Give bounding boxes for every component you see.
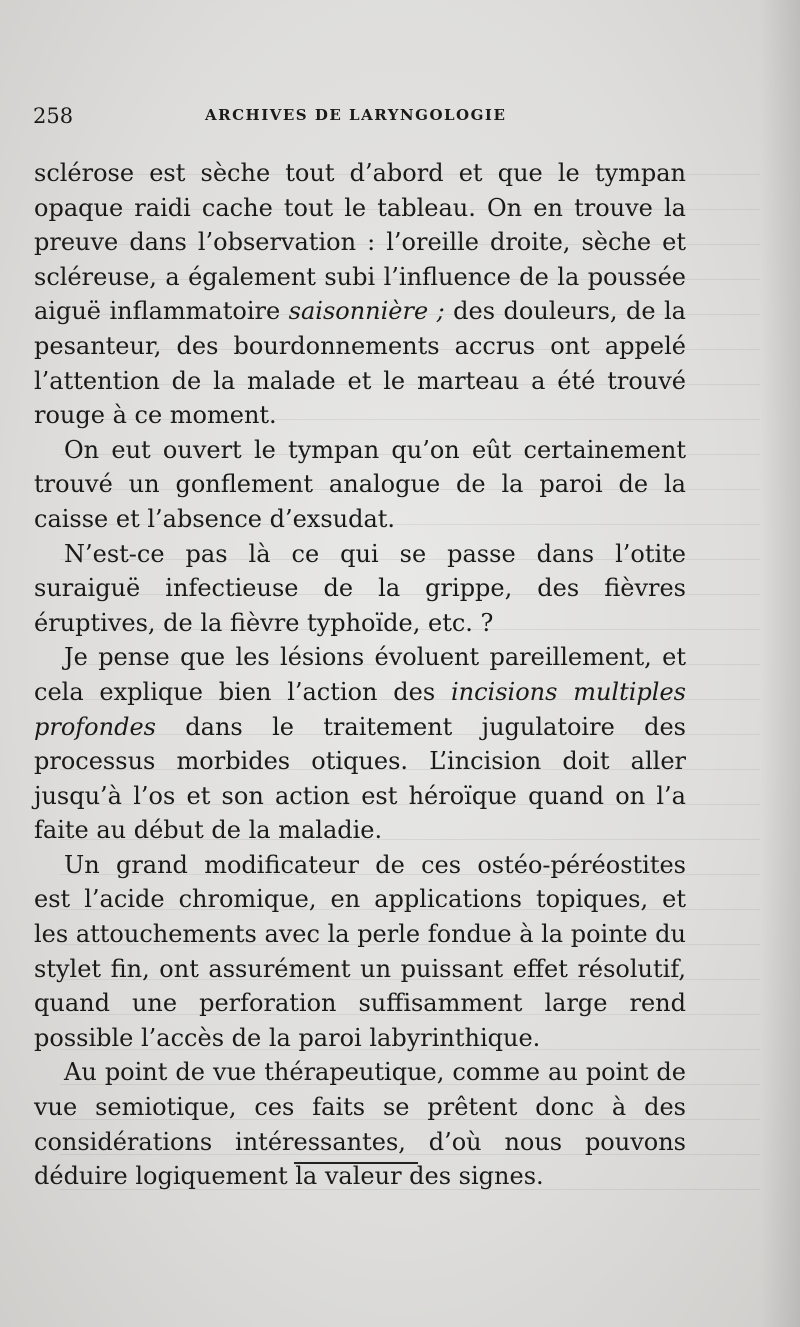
page-edge-shadow xyxy=(760,0,800,1327)
running-header xyxy=(33,104,733,136)
text-segment: Un grand modificateur de ces ostéo-péréostites est l’acide chromique, en applications topiques, et les attouchements avec la perle fondue à la pointe du stylet fin, ont assurément un puissant effet résolutif, quand une perforation suffisamment large rend possible l’accès de la paroi labyrinthique. xyxy=(34,850,686,1052)
italic-text: saisonnière ; xyxy=(288,297,445,326)
page-number: 258 xyxy=(33,104,74,128)
paragraph xyxy=(34,156,686,433)
text-segment: Au point de vue thérapeutique, comme au point de vue semiotique, ces faits se prêtent donc à des considérations intéressantes, d’où nous pouvons déduire logiquement la valeur des signes. xyxy=(34,1058,686,1191)
running-title: ARCHIVES DE LARYNGOLOGIE xyxy=(205,106,507,124)
paragraph xyxy=(34,848,686,1056)
text-segment: On eut ouvert le tympan qu’on eût certainement trouvé un gonflement analogue de la paroi de la caisse et l’absence d’exsudat. xyxy=(34,435,686,533)
text-segment: Je pense que les lésions évoluent pareillement, et cela explique bien l’action des xyxy=(34,643,686,706)
section-end-rule xyxy=(294,1162,418,1164)
paragraph xyxy=(34,1055,686,1193)
italic-text: incisions multiples profondes xyxy=(34,677,686,741)
text-segment: sclérose est sèche tout d’abord et que le tympan opaque raidi cache tout le tableau. On en trouve la preuve dans l’observation : l’oreille droite, sèche et scléreuse, a également subi l’influence de la poussée aiguë inflammatoire xyxy=(34,159,686,326)
paragraph xyxy=(34,640,686,848)
text-segment: N’est-ce pas là ce qui se passe dans l’otite suraiguë infectieuse de la grippe, des fièvres éruptives, de la fièvre typhoïde, etc. ? xyxy=(34,539,686,637)
text-segment: des douleurs, de la pesanteur, des bourdonnements accrus ont appelé l’attention de la malade et le marteau a été trouvé rouge à ce moment. xyxy=(34,297,686,430)
paragraph xyxy=(34,433,686,537)
paragraph xyxy=(34,537,686,641)
body-text xyxy=(34,156,686,1194)
text-segment: dans le traitement jugulatoire des processus morbides otiques. L’incision doit aller jusqu’à l’os et son action est héroïque quand on l’a faite au début de la maladie. xyxy=(34,712,686,845)
